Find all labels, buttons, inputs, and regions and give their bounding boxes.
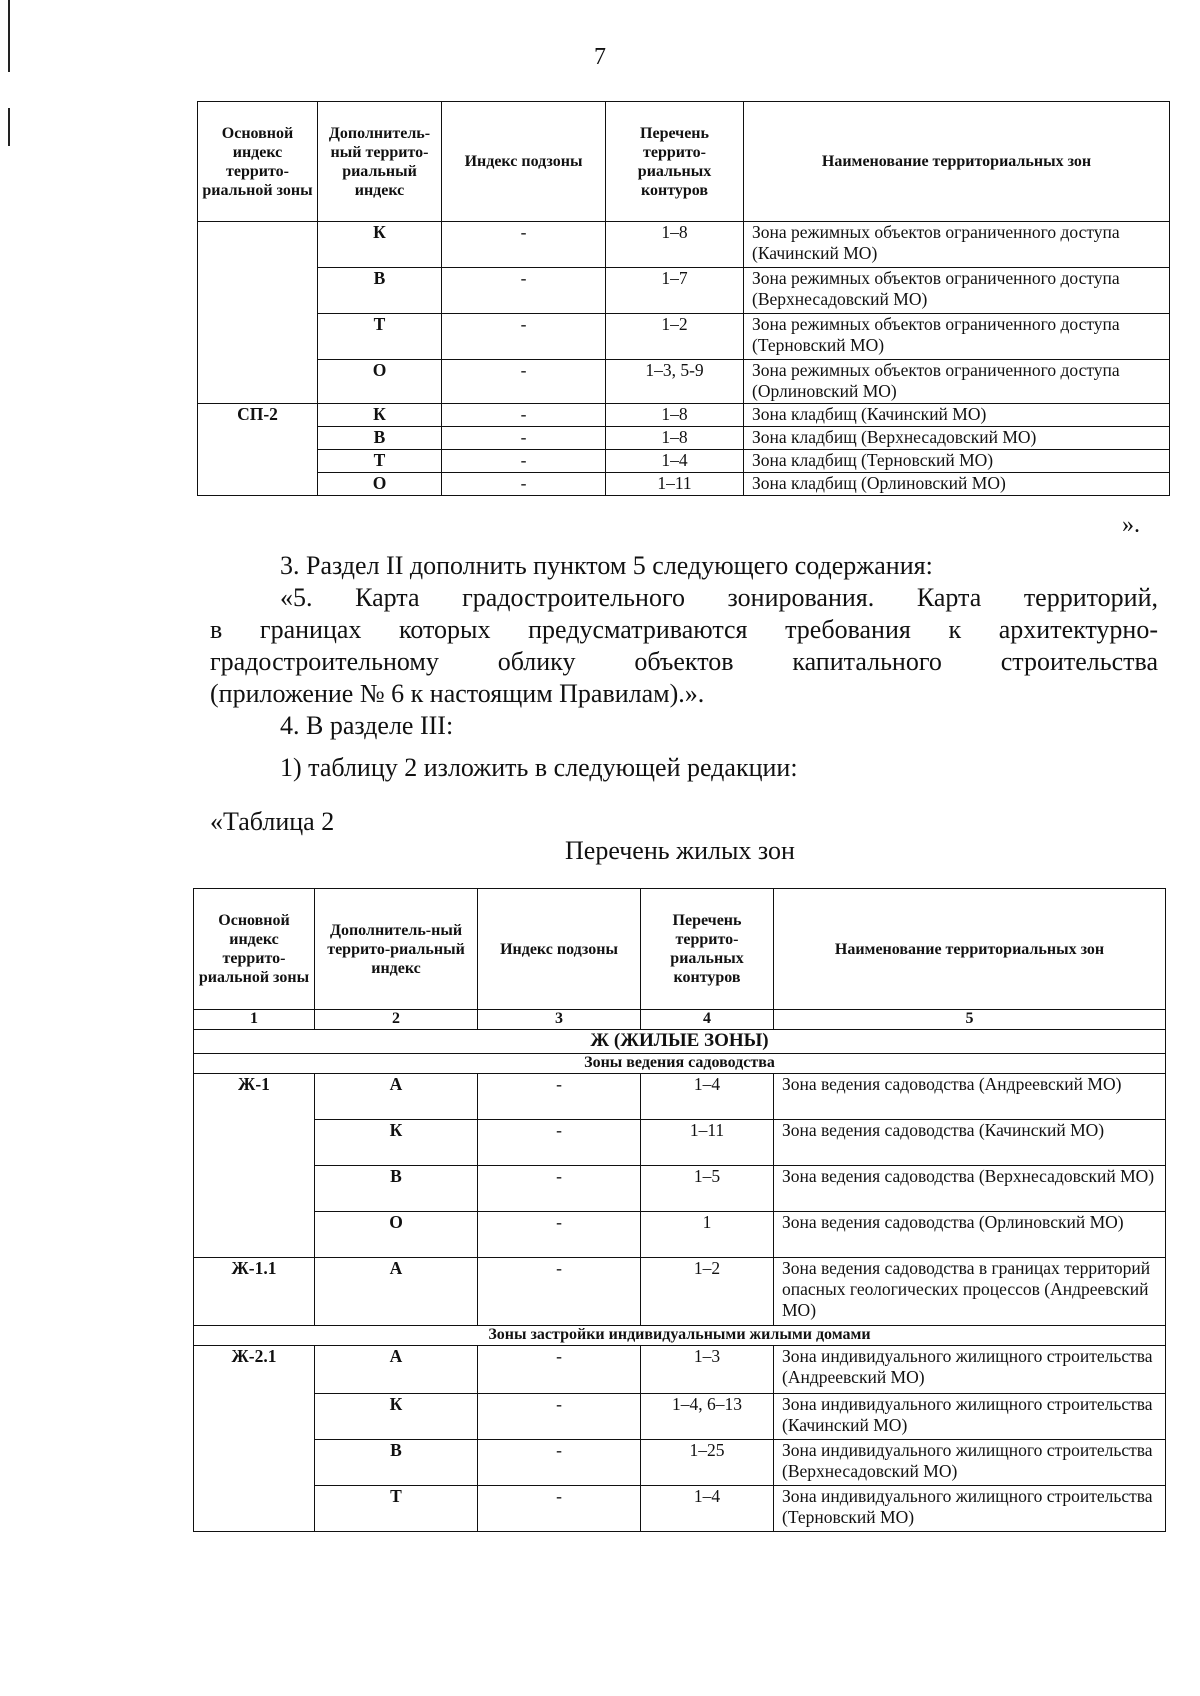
column-number: 2 (315, 1010, 478, 1030)
zone-name-cell: Зона индивидуального жилищного строительства (Терновский МО) (774, 1486, 1166, 1532)
contours-cell: 1–11 (641, 1120, 774, 1166)
header-contours: Перечень террито-риальных контуров (606, 102, 744, 222)
section-row (194, 1030, 1166, 1054)
additional-index-cell: А (315, 1074, 478, 1120)
subsection-heading: Зоны застройки индивидуальными жилыми домами (194, 1326, 1166, 1346)
zone-name-cell: Зона ведения садоводства в границах территорий опасных геологических процессов (Андреевский МО) (774, 1258, 1166, 1326)
subzone-cell: - (478, 1258, 641, 1326)
additional-index-cell: О (318, 360, 442, 404)
table-row (194, 1258, 1166, 1326)
subzone-cell: - (478, 1486, 641, 1532)
column-number: 4 (641, 1010, 774, 1030)
residential-zones-table (193, 888, 1166, 1532)
table-row (198, 427, 1170, 450)
zone-name-cell: Зона режимных объектов ограниченного доступа (Терновский МО) (744, 314, 1170, 360)
table-row (198, 360, 1170, 404)
subzone-cell: - (442, 404, 606, 427)
paragraph-4: 4. В разделе III: (280, 711, 454, 740)
page-number: 7 (594, 44, 606, 70)
additional-index-cell: К (315, 1120, 478, 1166)
contours-cell: 1–8 (606, 404, 744, 427)
contours-cell: 1–5 (641, 1166, 774, 1212)
table-row (198, 473, 1170, 496)
additional-index-cell: К (318, 222, 442, 268)
additional-index-cell: А (315, 1346, 478, 1394)
contours-cell: 1–11 (606, 473, 744, 496)
contours-cell: 1–8 (606, 222, 744, 268)
header-main-index: Основной индекс террито-риальной зоны (198, 102, 318, 222)
subzone-cell: - (442, 450, 606, 473)
header-contours: Перечень террито-риальных контуров (641, 889, 774, 1010)
table-row (194, 1440, 1166, 1486)
subsection-heading: Зоны ведения садоводства (194, 1054, 1166, 1074)
subzone-cell: - (478, 1166, 641, 1212)
zone-name-cell: Зона кладбищ (Качинский МО) (744, 404, 1170, 427)
subzone-cell: - (442, 427, 606, 450)
additional-index-cell: К (318, 404, 442, 427)
header-subzone-index: Индекс подзоны (478, 889, 641, 1010)
column-number: 1 (194, 1010, 315, 1030)
zone-name-cell: Зона ведения садоводства (Андреевский МО) (774, 1074, 1166, 1120)
additional-index-cell: Т (318, 314, 442, 360)
header-additional-index: Дополнитель-ный террито-риальный индекс (318, 102, 442, 222)
contours-cell: 1–3, 5-9 (606, 360, 744, 404)
subzone-cell: - (442, 268, 606, 314)
additional-index-cell: А (315, 1258, 478, 1326)
additional-index-cell: В (315, 1440, 478, 1486)
zone-name-cell: Зона режимных объектов ограниченного доступа (Качинский МО) (744, 222, 1170, 268)
table-row (198, 268, 1170, 314)
subzone-cell: - (478, 1440, 641, 1486)
subzone-cell: - (442, 314, 606, 360)
main-index-cell (198, 222, 318, 404)
subzone-cell: - (478, 1394, 641, 1440)
section-heading: Ж (ЖИЛЫЕ ЗОНЫ) (194, 1030, 1166, 1054)
contours-cell: 1–4 (641, 1486, 774, 1532)
closing-quote: ». (1122, 512, 1140, 538)
main-index-cell: Ж-2.1 (194, 1346, 315, 1532)
header-zone-name: Наименование территориальных зон (774, 889, 1166, 1010)
zone-name-cell: Зона кладбищ (Терновский МО) (744, 450, 1170, 473)
zone-name-cell: Зона режимных объектов ограниченного доступа (Орлиновский МО) (744, 360, 1170, 404)
zone-name-cell: Зона ведения садоводства (Орлиновский МО) (774, 1212, 1166, 1258)
header-subzone-index: Индекс подзоны (442, 102, 606, 222)
subzone-cell: - (478, 1074, 641, 1120)
quote-line-4: (приложение № 6 к настоящим Правилам).». (210, 679, 705, 708)
header-zone-name: Наименование территориальных зон (744, 102, 1170, 222)
table-row (194, 1486, 1166, 1532)
subzone-cell: - (442, 473, 606, 496)
additional-index-cell: В (318, 427, 442, 450)
additional-index-cell: В (315, 1166, 478, 1212)
zones-table-continued (197, 101, 1170, 496)
table-label: «Таблица 2 (210, 807, 335, 836)
table-row (194, 1346, 1166, 1394)
additional-index-cell: Т (318, 450, 442, 473)
column-number: 3 (478, 1010, 641, 1030)
header-additional-index: Дополнитель-ный террито-риальный индекс (315, 889, 478, 1010)
quote-line-2: в границах которых предусматриваются требования к архитектурно- (210, 615, 1158, 644)
zone-name-cell: Зона индивидуального жилищного строительства (Качинский МО) (774, 1394, 1166, 1440)
margin-mark (8, 108, 10, 146)
table-row (194, 1212, 1166, 1258)
column-number: 5 (774, 1010, 1166, 1030)
subzone-cell: - (478, 1212, 641, 1258)
column-numbers-row (194, 1010, 1166, 1030)
contours-cell: 1–3 (641, 1346, 774, 1394)
subzone-cell: - (478, 1346, 641, 1394)
paragraph-3: 3. Раздел II дополнить пунктом 5 следующего содержания: (280, 551, 933, 580)
zone-name-cell: Зона индивидуального жилищного строительства (Верхнесадовский МО) (774, 1440, 1166, 1486)
contours-cell: 1–2 (641, 1258, 774, 1326)
main-index-cell: Ж-1.1 (194, 1258, 315, 1326)
paragraph-4-1: 1) таблицу 2 изложить в следующей редакции: (280, 753, 798, 782)
subsection-row (194, 1326, 1166, 1346)
quote-line-3: градостроительному облику объектов капитального строительства (210, 647, 1158, 676)
zone-name-cell: Зона ведения садоводства (Верхнесадовский МО) (774, 1166, 1166, 1212)
subzone-cell: - (442, 360, 606, 404)
quote-line-1: «5. Карта градостроительного зонирования. Карта территорий, (280, 583, 1158, 612)
table-row (194, 1120, 1166, 1166)
additional-index-cell: О (315, 1212, 478, 1258)
table-title: Перечень жилых зон (565, 836, 795, 865)
contours-cell: 1–4 (641, 1074, 774, 1120)
subzone-cell: - (478, 1120, 641, 1166)
table-row (194, 1166, 1166, 1212)
contours-cell: 1–8 (606, 427, 744, 450)
additional-index-cell: К (315, 1394, 478, 1440)
contours-cell: 1 (641, 1212, 774, 1258)
main-index-cell: Ж-1 (194, 1074, 315, 1258)
zone-name-cell: Зона индивидуального жилищного строительства (Андреевский МО) (774, 1346, 1166, 1394)
zone-name-cell: Зона режимных объектов ограниченного доступа (Верхнесадовский МО) (744, 268, 1170, 314)
main-index-cell: СП-2 (198, 404, 318, 496)
zone-name-cell: Зона кладбищ (Верхнесадовский МО) (744, 427, 1170, 450)
table-row (198, 404, 1170, 427)
header-main-index: Основной индекс террито-риальной зоны (194, 889, 315, 1010)
table-row (198, 314, 1170, 360)
subsection-row (194, 1054, 1166, 1074)
subzone-cell: - (442, 222, 606, 268)
zone-name-cell: Зона кладбищ (Орлиновский МО) (744, 473, 1170, 496)
table-row (198, 222, 1170, 268)
contours-cell: 1–4, 6–13 (641, 1394, 774, 1440)
additional-index-cell: Т (315, 1486, 478, 1532)
table-row (194, 1394, 1166, 1440)
additional-index-cell: О (318, 473, 442, 496)
table-row (198, 450, 1170, 473)
zone-name-cell: Зона ведения садоводства (Качинский МО) (774, 1120, 1166, 1166)
contours-cell: 1–2 (606, 314, 744, 360)
contours-cell: 1–7 (606, 268, 744, 314)
contours-cell: 1–4 (606, 450, 744, 473)
table-row (194, 1074, 1166, 1120)
contours-cell: 1–25 (641, 1440, 774, 1486)
additional-index-cell: В (318, 268, 442, 314)
